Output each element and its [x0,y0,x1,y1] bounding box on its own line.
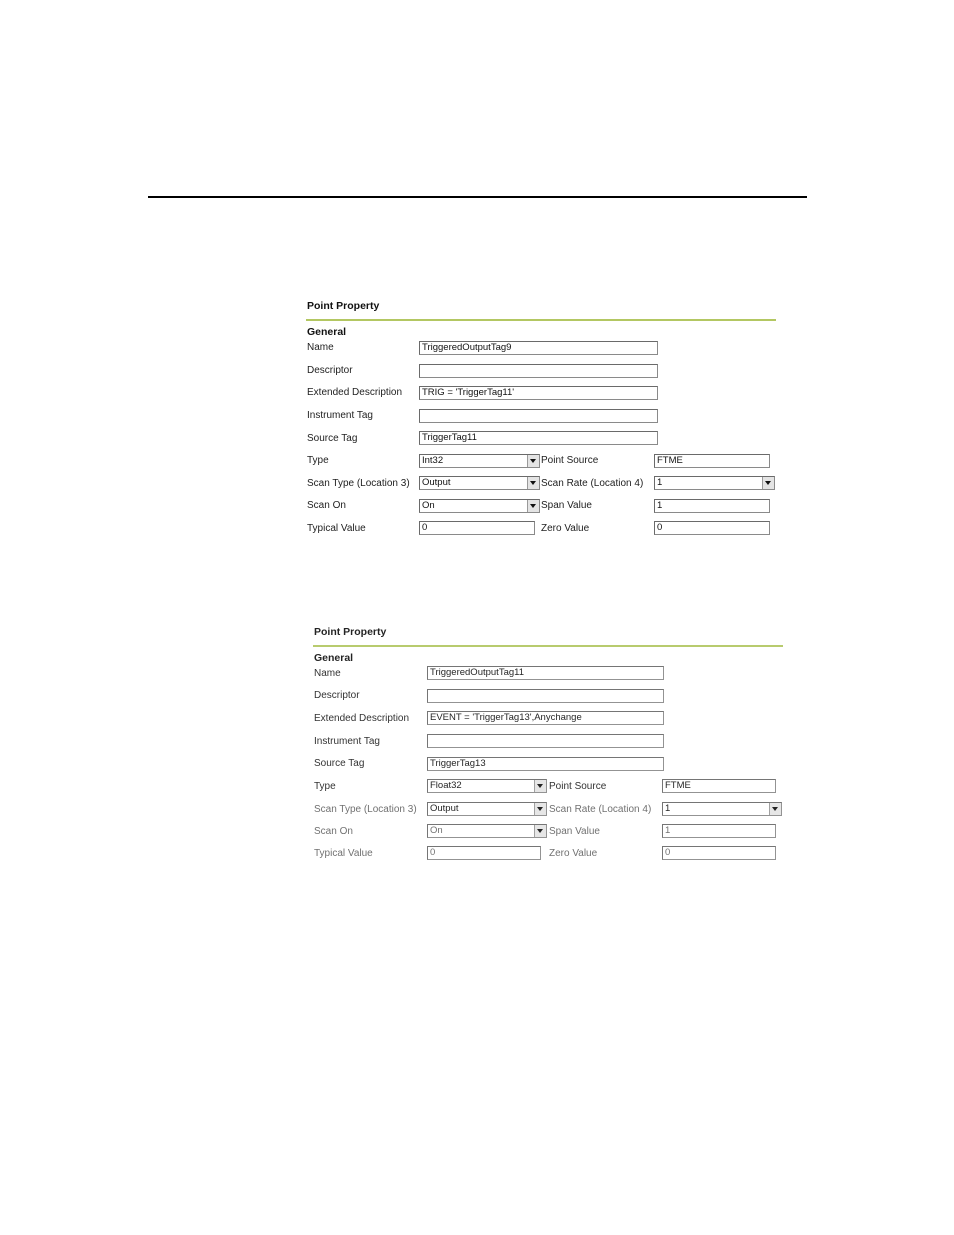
instrument-tag-field[interactable] [427,734,664,748]
name-label: Name [314,668,341,679]
scan-rate-select-value: 1 [657,477,663,488]
descriptor-field[interactable] [427,689,664,703]
scan-rate-select[interactable] [662,802,782,816]
chevron-down-icon[interactable] [527,455,539,467]
span-value-field[interactable]: 1 [654,499,770,513]
point-source-field[interactable]: FTME [654,454,770,468]
descriptor-label: Descriptor [314,690,360,701]
type-select-value: Float32 [430,780,462,791]
chevron-down-icon[interactable] [527,477,539,489]
typical-value-field[interactable]: 0 [427,846,541,860]
extended-description-field[interactable]: EVENT = 'TriggerTag13',Anychange [427,711,664,725]
type-label: Type [307,455,329,466]
name-label: Name [307,342,334,353]
panel-title-rule [306,319,776,321]
zero-value-label: Zero Value [549,848,598,859]
chevron-down-icon[interactable] [527,500,539,512]
zero-value-label: Zero Value [541,523,590,534]
span-value-label: Span Value [549,826,600,837]
scan-on-select[interactable] [427,824,547,838]
extended-description-label: Extended Description [314,713,410,724]
scan-on-select-value: On [422,500,435,511]
extended-description-label: Extended Description [307,387,403,398]
point-source-field[interactable]: FTME [662,779,776,793]
point-property-panel-1 [306,300,782,545]
scan-rate-label: Scan Rate (Location 4) [541,478,644,489]
type-select-value: Int32 [422,455,444,466]
instrument-tag-label: Instrument Tag [307,410,373,421]
section-title-general: General [314,652,354,664]
scan-on-label: Scan On [314,826,353,837]
zero-value-field[interactable]: 0 [662,846,776,860]
point-property-panel-2 [313,626,789,871]
extended-description-field[interactable]: TRIG = 'TriggerTag11' [419,386,658,400]
source-tag-field[interactable]: TriggerTag11 [419,431,658,445]
scan-type-label: Scan Type (Location 3) [314,804,417,815]
chevron-down-icon[interactable] [534,780,546,792]
source-tag-label: Source Tag [307,433,358,444]
panel-title: Point Property [307,300,380,312]
scan-rate-select-value: 1 [665,803,671,814]
chevron-down-icon[interactable] [534,803,546,815]
scan-rate-select[interactable] [654,476,775,490]
name-field[interactable]: TriggeredOutputTag9 [419,341,658,355]
type-label: Type [314,781,336,792]
panel-title-rule [313,645,783,647]
chevron-down-icon[interactable] [762,477,774,489]
typical-value-label: Typical Value [314,848,373,859]
scan-type-select-value: Output [422,477,451,488]
scan-rate-label: Scan Rate (Location 4) [549,804,652,815]
page-header-rule [148,196,807,198]
type-select[interactable] [427,779,547,793]
typical-value-label: Typical Value [307,523,366,534]
descriptor-field[interactable] [419,364,658,378]
source-tag-field[interactable]: TriggerTag13 [427,757,664,771]
chevron-down-icon[interactable] [769,803,781,815]
scan-type-label: Scan Type (Location 3) [307,478,410,489]
section-title-general: General [307,326,347,338]
scan-on-label: Scan On [307,500,346,511]
span-value-label: Span Value [541,500,592,511]
panel-title: Point Property [314,626,387,638]
instrument-tag-field[interactable] [419,409,658,423]
chevron-down-icon[interactable] [534,825,546,837]
scan-on-select-value: On [430,825,443,836]
instrument-tag-label: Instrument Tag [314,736,380,747]
point-source-label: Point Source [549,781,607,792]
span-value-field[interactable]: 1 [662,824,776,838]
scan-type-select[interactable] [419,476,540,490]
scan-type-select-value: Output [430,803,459,814]
source-tag-label: Source Tag [314,758,365,769]
type-select[interactable] [419,454,540,468]
descriptor-label: Descriptor [307,365,353,376]
point-source-label: Point Source [541,455,599,466]
scan-on-select[interactable] [419,499,540,513]
name-field[interactable]: TriggeredOutputTag11 [427,666,664,680]
scan-type-select[interactable] [427,802,547,816]
typical-value-field[interactable]: 0 [419,521,535,535]
zero-value-field[interactable]: 0 [654,521,770,535]
